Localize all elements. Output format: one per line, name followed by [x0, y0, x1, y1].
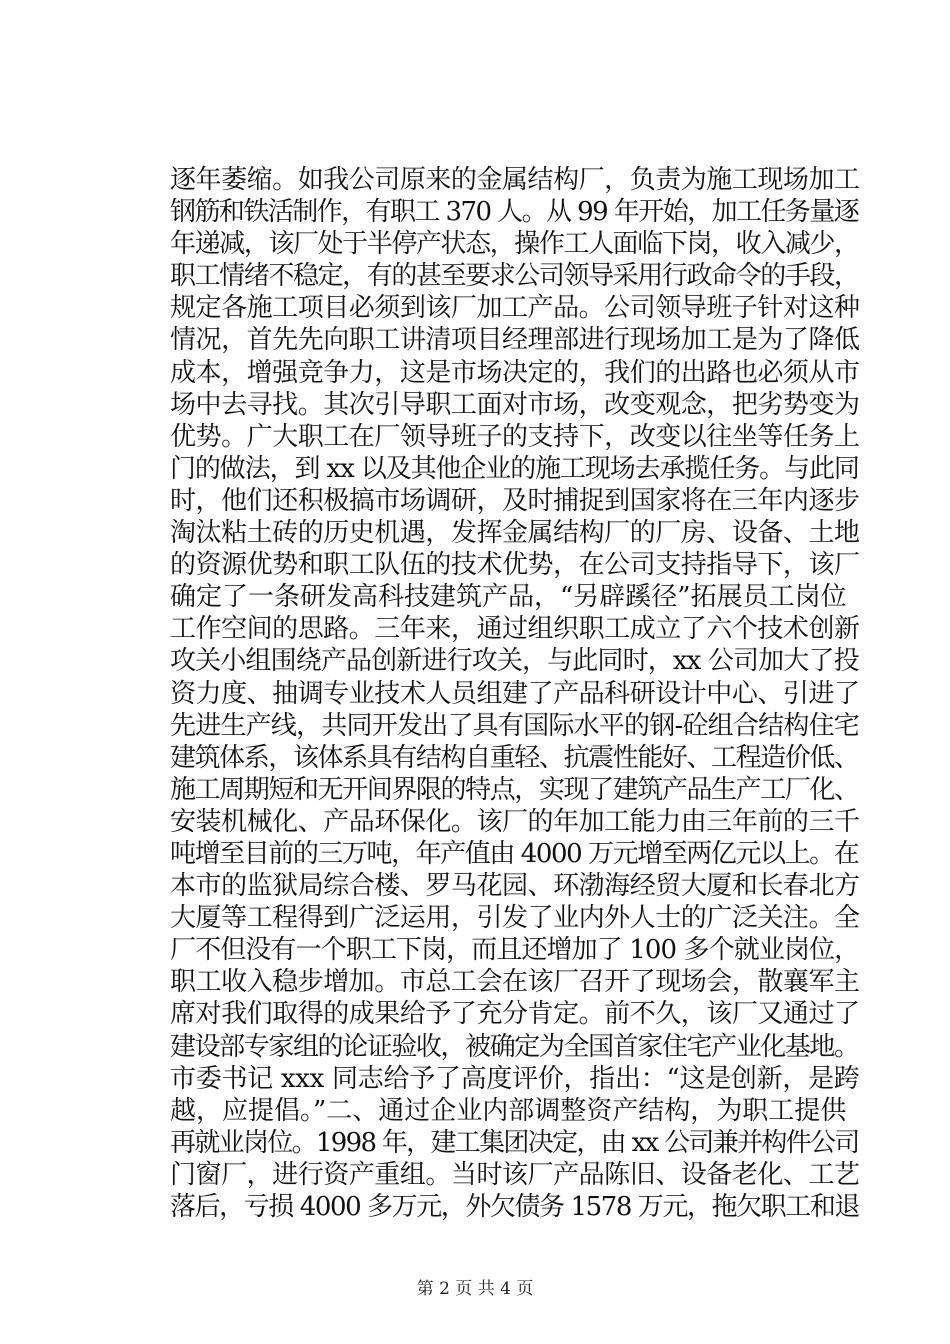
text-line: 成本，增强竞争力，这是市场决定的，我们的出路也必须从市: [170, 357, 860, 388]
text-line: 门的做法，到 xx 以及其他企业的施工现场去承揽任务。与此同: [170, 453, 859, 484]
text-line: 安装机械化、产品环保化。该厂的年加工能力由三年前的三千: [170, 806, 860, 837]
text-line: 年递减，该厂处于半停产状态，操作工人面临下岗，收入减少，: [170, 229, 859, 260]
text-line: 先进生产线，共同开发出了具有国际水平的钢-砼组合结构住宅: [170, 710, 860, 741]
text-line: 情况，首先先向职工讲清项目经理部进行现场加工是为了降低: [170, 325, 860, 356]
text-line: 钢筋和铁活制作，有职工 370 人。从 99 年开始，加工任务量逐: [170, 197, 859, 228]
text-line: 本市的监狱局综合楼、罗马花园、环渤海经贸大厦和长春北方: [170, 871, 860, 902]
text-line: 工作空间的思路。三年来，通过组织职工成立了六个技术创新: [170, 614, 860, 645]
text-line: 再就业岗位。1998 年，建工集团决定，由 xx 公司兼并构件公司: [170, 1127, 859, 1158]
text-line: 职工收入稳步增加。市总工会在该厂召开了现场会，散襄军主: [170, 967, 860, 998]
page-number-footer: 第 2 页 共 4 页: [416, 1279, 534, 1299]
text-line: 席对我们取得的成果给予了充分肯定。前不久，该厂又通过了: [170, 999, 860, 1030]
text-line: 逐年萎缩。如我公司原来的金属结构厂，负责为施工现场加工: [170, 165, 860, 195]
text-line: 市委书记 xxx 同志给予了高度评价，指出：“这是创新，是跨: [170, 1063, 860, 1094]
text-line: 施工周期短和无开间界限的特点，实现了建筑产品生产工厂化、: [170, 774, 859, 805]
text-line: 规定各施工项目必须到该厂加工产品。公司领导班子针对这种: [170, 293, 860, 324]
text-line: 厂不但没有一个职工下岗，而且还增加了 100 多个就业岗位，: [170, 935, 860, 966]
text-line: 职工情绪不稳定，有的甚至要求公司领导采用行政命令的手段，: [170, 261, 859, 292]
text-line: 落后，亏损 4000 多万元，外欠债务 1578 万元，拖欠职工和退: [170, 1192, 859, 1222]
text-line: 淘汰粘土砖的历史机遇，发挥金属结构厂的厂房、设备、土地: [170, 518, 860, 549]
text-line: 资力度、抽调专业技术人员组建了产品科研设计中心、引进了: [170, 678, 860, 709]
text-line: 建筑体系，该体系具有结构自重轻、抗震性能好、工程造价低、: [170, 742, 859, 773]
text-line: 大厦等工程得到广泛运用，引发了业内外人士的广泛关注。全: [170, 903, 860, 934]
text-line: 建设部专家组的论证验收，被确定为全国首家住宅产业化基地。: [170, 1031, 859, 1062]
text-line: 攻关小组围绕产品创新进行攻关，与此同时，xx 公司加大了投: [170, 646, 859, 677]
text-line: 吨增至目前的三万吨，年产值由 4000 万元增至两亿元以上。在: [170, 838, 859, 869]
text-line: 时，他们还积极搞市场调研，及时捕捉到国家将在三年内逐步: [170, 485, 860, 516]
text-line: 确定了一条研发高科技建筑产品，“另辟蹊径”拓展员工岗位: [170, 582, 847, 613]
text-line: 场中去寻找。其次引导职工面对市场，改变观念，把劣势变为: [170, 389, 860, 420]
text-line: 优势。广大职工在厂领导班子的支持下，改变以往坐等任务上: [170, 421, 860, 452]
body-text: [170, 164, 860, 1223]
text-line: 越，应提倡。”二、通过企业内部调整资产结构，为职工提供: [170, 1095, 847, 1126]
text-line: 门窗厂，进行资产重组。当时该厂产品陈旧、设备老化、工艺: [170, 1159, 860, 1190]
text-line: 的资源优势和职工队伍的技术优势，在公司支持指导下，该厂: [170, 550, 860, 581]
